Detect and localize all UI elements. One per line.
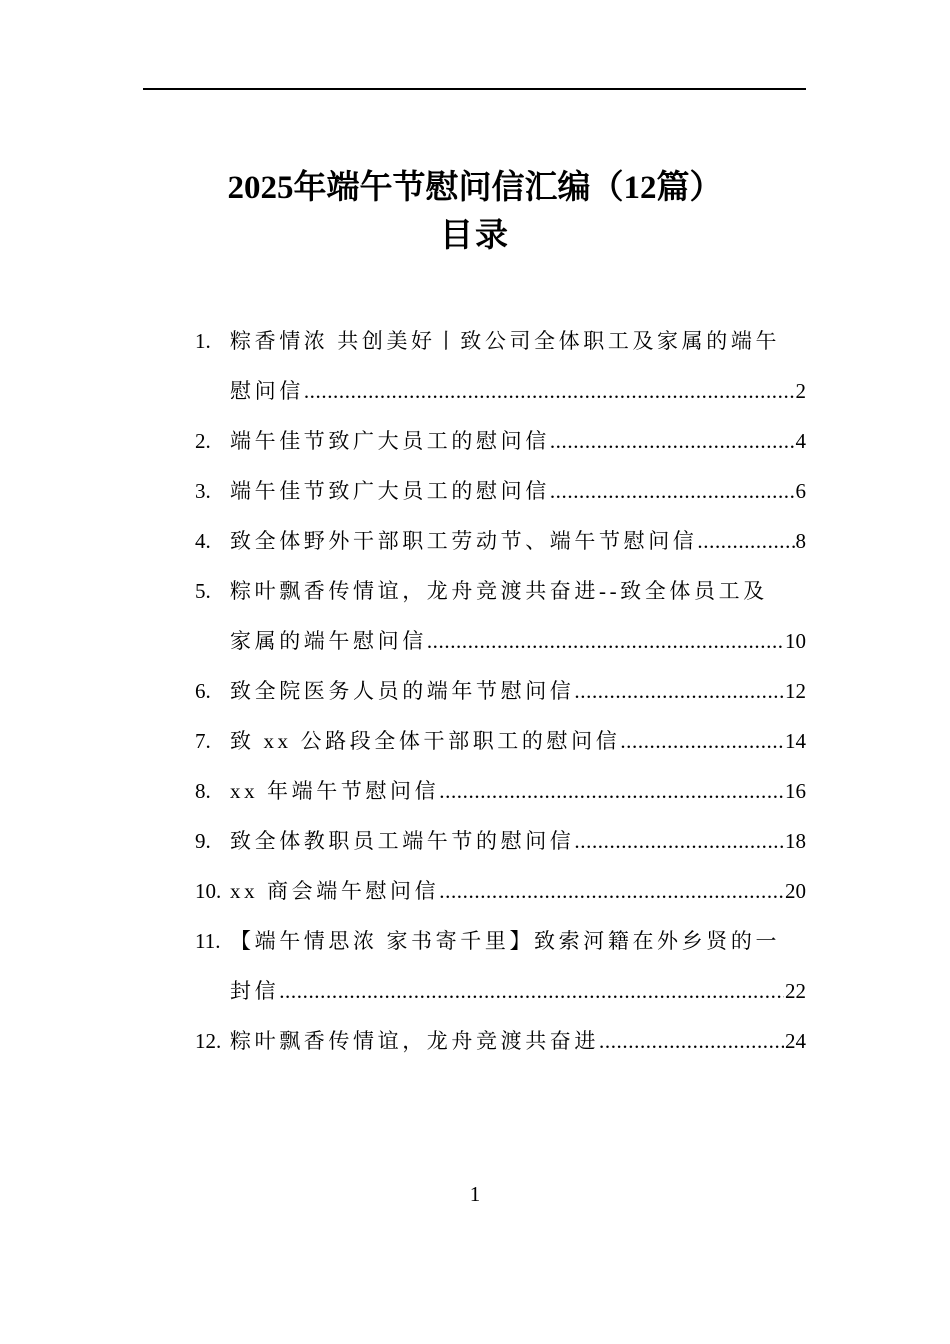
dot-leader [550, 416, 795, 466]
toc-entry-4[interactable] [195, 516, 806, 566]
document-title: 2025年端午节慰问信汇编（12篇） [227, 170, 723, 206]
toc-number: 10. [195, 879, 222, 903]
dot-leader [439, 866, 784, 916]
toc-title: 家属的端午慰问信 [230, 629, 427, 653]
toc-entry-6[interactable] [195, 666, 806, 716]
toc-number: 7. [195, 729, 211, 753]
toc-number: 9. [195, 829, 211, 853]
toc-page: 20 [785, 879, 806, 903]
toc-entry-1-cont[interactable] [195, 366, 806, 416]
toc-number: 3. [195, 479, 211, 503]
toc-entry-3[interactable] [195, 466, 806, 516]
dot-leader [599, 1016, 784, 1066]
toc-entry-9[interactable] [195, 816, 806, 866]
dot-leader [439, 766, 784, 816]
toc-page: 4 [795, 429, 806, 453]
toc-number: 11. [195, 929, 221, 953]
dot-leader [620, 716, 784, 766]
toc-heading: 目录 [440, 218, 510, 254]
toc-title: 致全体教职员工端午节的慰问信 [230, 829, 575, 853]
toc-entry-7[interactable] [195, 716, 806, 766]
toc-page: 10 [785, 629, 806, 653]
dot-leader [427, 616, 784, 666]
toc-number: 12. [195, 1029, 222, 1053]
toc-number: 6. [195, 679, 211, 703]
toc-entry-8[interactable] [195, 766, 806, 816]
toc-page: 2 [795, 379, 806, 403]
toc-entry-11-cont[interactable] [195, 966, 806, 1016]
toc-title: 粽叶飘香传情谊，龙舟竞渡共奋进 [230, 1029, 599, 1053]
toc-number: 8. [195, 779, 211, 803]
toc-page: 24 [785, 1029, 806, 1053]
toc-title: 【端午情思浓 家书寄千里】致索河籍在外乡贤的一 [230, 929, 781, 953]
toc-title: 致全院医务人员的端年节慰问信 [230, 679, 575, 703]
toc-page: 18 [785, 829, 806, 853]
dot-leader [697, 516, 794, 566]
dot-leader [574, 816, 784, 866]
toc-title: 致 xx 公路段全体干部职工的慰问信 [230, 729, 621, 753]
toc-page: 22 [785, 979, 806, 1003]
toc-entry-1[interactable] [195, 316, 806, 366]
toc-entry-10[interactable] [195, 866, 806, 916]
toc-number: 5. [195, 579, 211, 603]
toc-title: 端午佳节致广大员工的慰问信 [230, 479, 550, 503]
toc-title: 封信 [230, 979, 280, 1003]
toc-page: 8 [795, 529, 806, 553]
toc-title: xx 年端午节慰问信 [230, 779, 440, 803]
toc-entry-11[interactable] [195, 916, 806, 966]
toc-title: 致全体野外干部职工劳动节、端午节慰问信 [230, 529, 698, 553]
toc-title: 粽香情浓 共创美好丨致公司全体职工及家属的端午 [230, 329, 781, 353]
toc-title: 粽叶飘香传情谊，龙舟竞渡共奋进--致全体员工及 [230, 579, 768, 603]
toc-entry-12[interactable] [195, 1016, 806, 1066]
table-of-contents [195, 316, 806, 1066]
toc-title: 慰问信 [230, 379, 304, 403]
page-number: 1 [469, 1182, 481, 1206]
toc-number: 4. [195, 529, 211, 553]
dot-leader [550, 466, 795, 516]
toc-number: 1. [195, 329, 211, 353]
toc-page: 6 [795, 479, 806, 503]
toc-title: 端午佳节致广大员工的慰问信 [230, 429, 550, 453]
dot-leader [279, 966, 784, 1016]
toc-page: 14 [785, 729, 806, 753]
dot-leader [304, 366, 795, 416]
toc-page: 16 [785, 779, 806, 803]
dot-leader [574, 666, 784, 716]
toc-entry-5[interactable] [195, 566, 806, 616]
toc-page: 12 [785, 679, 806, 703]
header-rule [143, 88, 806, 90]
toc-entry-5-cont[interactable] [195, 616, 806, 666]
toc-title: xx 商会端午慰问信 [230, 879, 440, 903]
toc-entry-2[interactable] [195, 416, 806, 466]
toc-number: 2. [195, 429, 211, 453]
